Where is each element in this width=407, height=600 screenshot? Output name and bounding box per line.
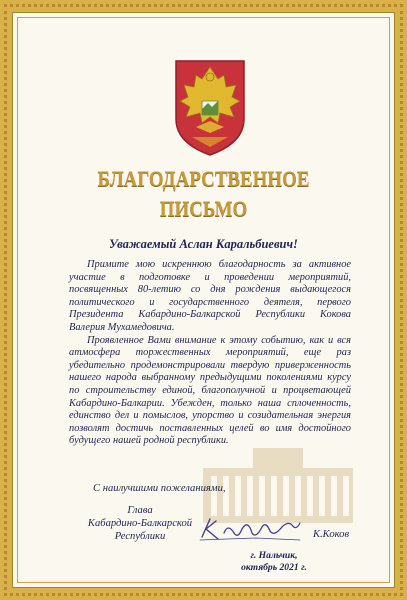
title-line-1: БЛАГОДАРСТВЕННОЕ: [97, 166, 310, 191]
body-paragraph: Примите мою искреннюю благодарность за активное участие в подготовке и проведении мероприятий, посвященных 80-летию со дня рождения выдающегося политического и государственного деятеля, первого Президента Кабардино-Балкарской Республики Кокова Валерия Мухамедовича.: [69, 259, 351, 333]
position-line: Глава: [127, 505, 153, 516]
salutation: Уважаемый Аслан Каральбиевич!: [109, 237, 298, 251]
place: г. Нальчик,: [250, 550, 298, 561]
handwritten-signature: [196, 513, 306, 543]
body-paragraph: Проявленное Вами внимание к этому событию, как и вся атмосфера торжественных мероприятий, еще раз убедительно продемонстрировали твердую приверженность нашего народа выбранному предыдущими поколениями курсу по строительству единой, благополучной и процветающей Кабардино-Балкарии. Убежден, только наша сплоченность, единство дел и помыслов, упорство и созидательная энергия позволят достичь поставленных целей во имя достойного будущего нашей родной республики.: [69, 334, 351, 447]
date: октябрь 2021 г.: [241, 562, 307, 573]
closing-line: С наилучшими пожеланиями,: [93, 483, 226, 494]
signer-position: [80, 504, 200, 543]
coat-of-arms-emblem: [172, 57, 248, 157]
signer-name: К.Коков: [313, 529, 350, 540]
position-line: Республики: [114, 531, 166, 542]
title-line-2: ПИСЬМО: [159, 196, 248, 221]
place-and-date: [229, 550, 319, 574]
position-line: Кабардино-Балкарской: [87, 518, 193, 529]
letter-body: [69, 259, 351, 448]
